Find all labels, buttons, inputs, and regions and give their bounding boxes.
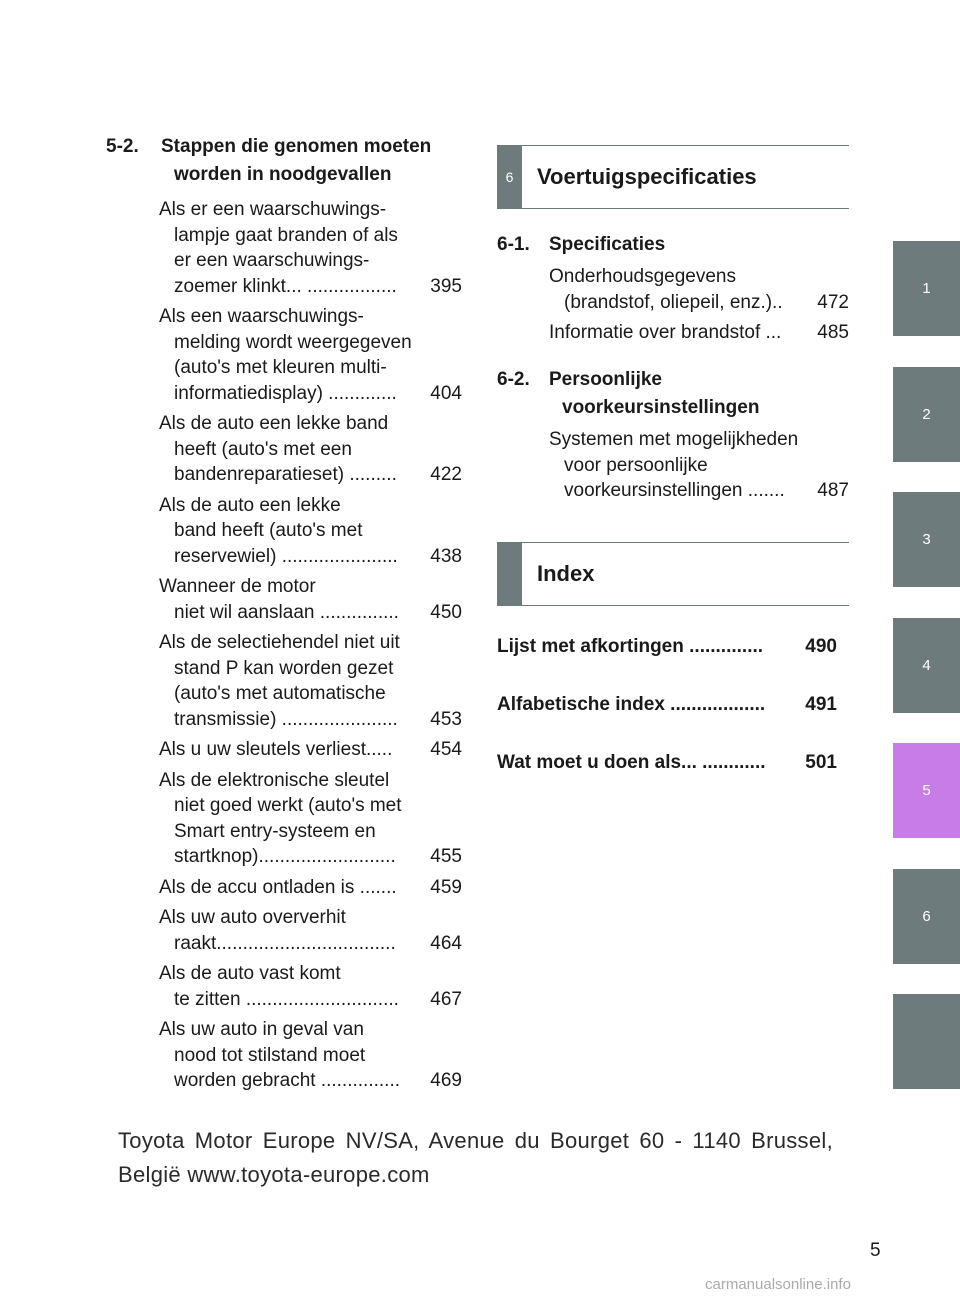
toc-page-number: 469 bbox=[430, 1070, 462, 1091]
toc-entry-line: Als de accu ontladen is ....... bbox=[159, 876, 397, 898]
chapter-6-box bbox=[497, 145, 849, 209]
toc-entry-line: (brandstof, oliepeil, enz.).. bbox=[564, 291, 783, 313]
toc-page-number: 455 bbox=[430, 846, 462, 867]
toc-entry[interactable] bbox=[159, 768, 462, 870]
toc-entry[interactable] bbox=[159, 961, 462, 1012]
section-title-line1: Stappen die genomen moeten bbox=[161, 136, 432, 157]
toc-entry-line: Als de selectiehendel niet uit bbox=[159, 632, 400, 653]
toc-page-number: 487 bbox=[817, 480, 849, 501]
index-item-label: Lijst met afkortingen .............. bbox=[497, 636, 764, 657]
index-tab bbox=[497, 543, 522, 605]
toc-entry-line: Wanneer de motor bbox=[159, 576, 316, 597]
index-box bbox=[497, 542, 849, 606]
toc-entry-line: niet wil aanslaan ............... bbox=[174, 601, 399, 623]
toc-entry-line: zoemer klinkt... ................. bbox=[174, 275, 397, 297]
section-number: 6-2. bbox=[497, 369, 530, 390]
section-number: 5-2. bbox=[106, 136, 139, 157]
index-item[interactable] bbox=[497, 691, 837, 719]
footer-line1: Toyota Motor Europe NV/SA, Avenue du Bourget 60 - 1140 Brussel, bbox=[118, 1128, 833, 1153]
toc-entry[interactable] bbox=[159, 197, 462, 299]
section-6-2 bbox=[497, 366, 849, 509]
chapter-header bbox=[497, 145, 849, 209]
toc-entry-line: Als een waarschuwings- bbox=[159, 306, 364, 327]
toc-entry[interactable] bbox=[549, 427, 849, 504]
index-page-number: 491 bbox=[805, 694, 837, 715]
page-number: 5 bbox=[870, 1240, 881, 1261]
toc-entry[interactable] bbox=[159, 1017, 462, 1094]
index-item-label: Alfabetische index .................. bbox=[497, 694, 766, 715]
toc-entry-line: Als de elektronische sleutel bbox=[159, 769, 390, 791]
toc-page-number: 454 bbox=[430, 739, 462, 760]
toc-entry-line: Als er een waarschuwings- bbox=[159, 199, 387, 220]
toc-entry[interactable] bbox=[159, 493, 462, 570]
toc-entry-line: (auto's met kleuren multi- bbox=[174, 357, 387, 378]
toc-entry-line: startknop).......................... bbox=[174, 846, 396, 867]
chapter-tab-number: 6 bbox=[497, 146, 522, 208]
toc-entry[interactable] bbox=[159, 411, 462, 488]
section-heading bbox=[497, 366, 849, 422]
toc-page-number: 438 bbox=[430, 545, 462, 567]
toc-page-number: 464 bbox=[430, 932, 462, 954]
toc-entry-line: informatiedisplay) ............. bbox=[174, 382, 397, 404]
index-item-label: Wat moet u doen als... ............ bbox=[497, 752, 766, 773]
chapter-tab-4[interactable]: 4 bbox=[893, 618, 960, 713]
toc-entry-line: Als de auto een lekke band bbox=[159, 413, 389, 434]
toc-entry-line: melding wordt weergegeven bbox=[174, 331, 412, 353]
toc-entry-line: transmissie) ...................... bbox=[174, 708, 398, 730]
section-5-2 bbox=[106, 133, 462, 1099]
toc-entry-line: stand P kan worden gezet bbox=[174, 657, 394, 679]
toc-entry-line: nood tot stilstand moet bbox=[174, 1044, 366, 1066]
toc-entry-line: Als uw auto oververhit bbox=[159, 907, 346, 928]
toc-entry-line: Onderhoudsgegevens bbox=[549, 266, 736, 287]
index-item[interactable] bbox=[497, 749, 837, 777]
index-header bbox=[497, 542, 849, 606]
index-title: Index bbox=[537, 561, 595, 586]
section-6-1 bbox=[497, 231, 849, 351]
chapter-tab-2[interactable]: 2 bbox=[893, 367, 960, 462]
index-list bbox=[497, 633, 849, 777]
toc-entry[interactable] bbox=[159, 304, 462, 406]
section-title-line1: Persoonlijke bbox=[549, 369, 662, 390]
toc-entry-line: lampje gaat branden of als bbox=[174, 224, 398, 246]
toc-page-number: 459 bbox=[430, 876, 462, 898]
toc-page-number: 485 bbox=[817, 322, 849, 343]
toc-entry-line: Als de auto vast komt bbox=[159, 963, 341, 984]
chapter-tab-5[interactable]: 5 bbox=[893, 743, 960, 838]
toc-entry[interactable] bbox=[159, 905, 462, 956]
toc-entry[interactable] bbox=[159, 737, 462, 763]
toc-page-number: 450 bbox=[430, 601, 462, 623]
toc-entry-line: Informatie over brandstof ... bbox=[549, 322, 782, 343]
section-title-line2: worden in noodgevallen bbox=[174, 164, 392, 185]
chapter-title: Voertuigspecificaties bbox=[537, 164, 757, 189]
toc-entry-line: band heeft (auto's met bbox=[174, 520, 363, 541]
index-page-number: 490 bbox=[805, 636, 837, 657]
toc-entry-line: voorkeursinstellingen ....... bbox=[564, 480, 785, 501]
toc-entry[interactable] bbox=[159, 630, 462, 732]
toc-entry-line: Als de auto een lekke bbox=[159, 494, 341, 516]
toc-entry-line: worden gebracht ............... bbox=[174, 1070, 400, 1091]
toc-entries bbox=[549, 427, 849, 504]
toc-page-number: 472 bbox=[817, 291, 849, 313]
toc-entry[interactable] bbox=[159, 574, 462, 625]
toc-entry-line: bandenreparatieset) ......... bbox=[174, 464, 397, 485]
index-item[interactable] bbox=[497, 633, 837, 661]
toc-page-number: 453 bbox=[430, 708, 462, 730]
toc-entry-line: reservewiel) ...................... bbox=[174, 545, 398, 567]
section-number: 6-1. bbox=[497, 234, 530, 255]
footer-line2: België www.toyota-europe.com bbox=[118, 1162, 430, 1187]
toc-entry-line: niet goed werkt (auto's met bbox=[174, 795, 402, 816]
toc-page-number: 467 bbox=[430, 988, 462, 1010]
toc-entry-line: (auto's met automatische bbox=[174, 683, 386, 704]
toc-entry-line: Als uw auto in geval van bbox=[159, 1019, 364, 1040]
toc-entry[interactable] bbox=[159, 875, 462, 901]
toc-entry-line: voor persoonlijke bbox=[564, 454, 708, 476]
toc-page-number: 404 bbox=[430, 382, 462, 404]
chapter-tab-1[interactable]: 1 bbox=[893, 241, 960, 336]
toc-entries bbox=[159, 197, 462, 1094]
toc-entry-line: heeft (auto's met een bbox=[174, 438, 352, 460]
section-heading bbox=[106, 133, 462, 189]
toc-entry-line: Systemen met mogelijkheden bbox=[549, 429, 799, 450]
watermark: carmanualsonline.info bbox=[705, 1276, 851, 1293]
chapter-tab-blank[interactable] bbox=[893, 994, 960, 1089]
toc-entry[interactable] bbox=[549, 264, 849, 315]
toc-entry-line: Als u uw sleutels verliest..... bbox=[159, 739, 393, 760]
toc-entry-line: raakt.................................. bbox=[174, 932, 396, 954]
section-heading bbox=[497, 231, 849, 259]
section-title: Specificaties bbox=[549, 234, 666, 255]
toc-page-number: 395 bbox=[430, 275, 462, 297]
toc-page-number: 422 bbox=[430, 464, 462, 485]
publisher-footer bbox=[118, 1124, 833, 1192]
toc-entry-line: Smart entry-systeem en bbox=[174, 820, 376, 842]
toc-entry-line: te zitten ............................. bbox=[174, 988, 399, 1010]
section-title-line2: voorkeursinstellingen bbox=[562, 397, 760, 418]
toc-entry[interactable] bbox=[549, 320, 849, 346]
chapter-tab-6[interactable]: 6 bbox=[893, 869, 960, 964]
index-page-number: 501 bbox=[805, 752, 837, 773]
toc-entries bbox=[549, 264, 849, 346]
toc-entry-line: er een waarschuwings- bbox=[174, 250, 370, 271]
chapter-tab-3[interactable]: 3 bbox=[893, 492, 960, 587]
